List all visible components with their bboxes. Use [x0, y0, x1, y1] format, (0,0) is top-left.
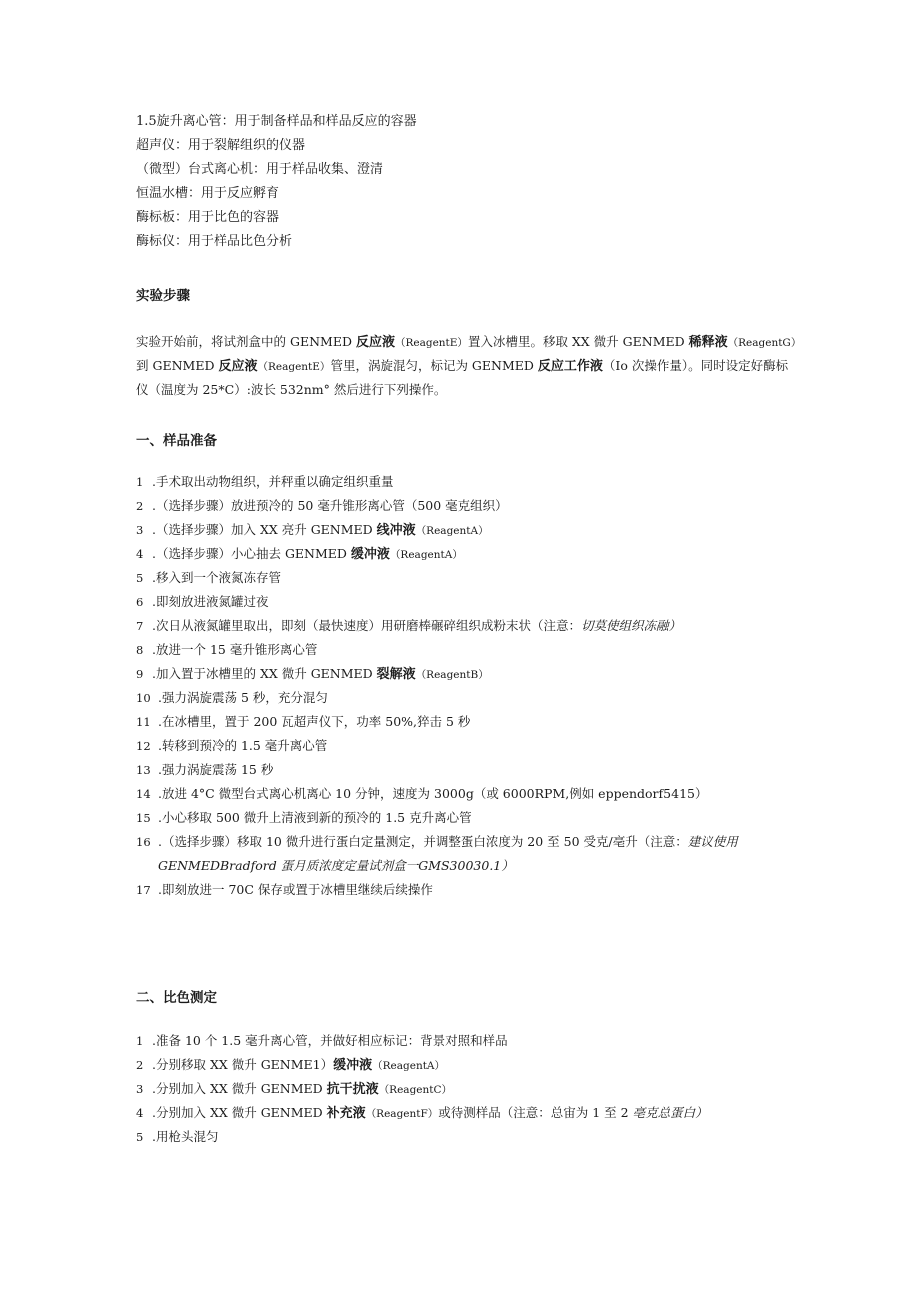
step-item — [136, 1077, 796, 1101]
step-number: 11 — [136, 715, 151, 729]
reagent-name: 线冲液 — [376, 523, 416, 538]
equipment-list — [136, 112, 417, 256]
step-item — [136, 494, 796, 518]
step-item — [136, 1029, 796, 1053]
step-item — [136, 566, 796, 590]
section2-steps — [136, 1029, 796, 1149]
intro-text: 实验开始前，将试剂盒中的 GENMED — [136, 334, 356, 349]
step-body: .即刻放进一 70C 保存或置于冰槽里继续后续操作 — [158, 882, 433, 897]
step-number: 5 — [136, 571, 144, 585]
step-text — [152, 542, 463, 567]
equipment-item: 1.5旋升离心管：用于制备样品和样品反应的容器 — [136, 114, 417, 129]
reagent-name: 补充液 — [326, 1106, 366, 1121]
step-text — [152, 518, 489, 543]
step-number: 16 — [136, 835, 151, 849]
step-text — [158, 758, 273, 782]
step-body: .次日从液氮罐里取出，即刻（最快速度）用研磨棒碾碎组织成粉末状（注意： — [152, 618, 581, 633]
step-number: 5 — [136, 1130, 144, 1144]
step-body: .（选择步骤）放进预冷的 50 毫升锥形离心管（500 毫克组织） — [152, 498, 508, 513]
step-body: .转移到预冷的 1.5 毫升离心管 — [158, 738, 328, 753]
step-item — [136, 1053, 796, 1077]
section2-heading: 二、比色测定 — [136, 990, 217, 1006]
step-item — [136, 518, 796, 542]
intro-line — [136, 354, 789, 378]
step-text — [152, 1053, 445, 1078]
step-item — [136, 542, 796, 566]
step-text — [152, 590, 268, 614]
step-item — [136, 614, 796, 638]
step-item — [136, 806, 796, 830]
step-number: 17 — [136, 883, 151, 897]
step-item — [136, 1125, 796, 1149]
step-body: .准备 10 个 1.5 毫升离心管，并做好相应标记：背景对照和样品 — [152, 1033, 508, 1048]
step-item — [136, 590, 796, 614]
step-text — [152, 1077, 452, 1102]
intro-text: （Io 次操作量）。同时设定好酶标 — [602, 358, 789, 373]
step-number: 4 — [136, 1106, 144, 1120]
step-body: .（选择步骤）加入 XX 亮升 GENMED — [152, 522, 377, 537]
reagent-code: （ReagentA） — [372, 1060, 446, 1072]
step-text — [158, 878, 433, 902]
step-number: 13 — [136, 763, 151, 777]
step-item — [136, 734, 796, 758]
reagent-code: （ReagentA） — [389, 549, 463, 561]
reagent-code: （ReagentE） — [394, 337, 468, 349]
step-body: .强力涡旋震荡 15 秒 — [158, 762, 274, 777]
step-text — [152, 662, 489, 687]
procedure-heading: 实验步骤 — [136, 288, 190, 304]
step-text — [152, 1029, 508, 1053]
reagent-code: （ReagentG） — [727, 337, 802, 349]
step-body: .分别移取 XX 微升 GENME1） — [152, 1057, 334, 1072]
reagent-name: 缓冲液 — [350, 547, 390, 562]
intro-line — [136, 330, 802, 354]
reagent-code: （ReagentE） — [257, 361, 331, 373]
step-text — [152, 566, 281, 590]
step-item — [136, 830, 796, 878]
step-body: .放进一个 15 毫升锥形离心管 — [152, 642, 318, 657]
step-item — [136, 638, 796, 662]
reagent-code: （ReagentF） — [365, 1108, 439, 1120]
step-item — [136, 758, 796, 782]
step-number: 14 — [136, 787, 151, 801]
reagent-name: 反应液 — [355, 335, 395, 350]
step-number: 12 — [136, 739, 151, 753]
procedure-intro — [136, 330, 802, 402]
step-number: 2 — [136, 1058, 144, 1072]
step-text — [158, 710, 470, 734]
step-number: 8 — [136, 643, 144, 657]
step-item — [136, 662, 796, 686]
step-text — [158, 734, 327, 758]
reagent-name: 反应工作液 — [537, 359, 603, 374]
step-number: 2 — [136, 499, 144, 513]
step-text — [158, 782, 707, 806]
step-body: .强力涡旋震荡 5 秒，充分混匀 — [158, 690, 328, 705]
step-text — [152, 1125, 218, 1149]
section1-steps — [136, 470, 796, 902]
step-body: .（选择步骤）移取 10 微升进行蛋白定量测定，并调整蛋白浓度为 20 至 50 受克/亳升（注意： — [158, 834, 688, 849]
reagent-code: （ReagentC） — [378, 1084, 453, 1096]
step-text — [152, 638, 317, 662]
step-item — [136, 782, 796, 806]
step-number: 4 — [136, 547, 144, 561]
step-number: 9 — [136, 667, 144, 681]
step-item — [136, 470, 796, 494]
equipment-item: 超声仪：用于裂解组织的仪器 — [136, 138, 306, 153]
reagent-name: 反应液 — [218, 359, 258, 374]
equipment-item: 酶标板：用于比色的容器 — [136, 210, 280, 225]
step-number: 3 — [136, 1082, 144, 1096]
step-body: .手术取出动物组织，并秤重以确定组织重量 — [152, 474, 394, 489]
step-item — [136, 878, 796, 902]
equipment-item: 酶标仪：用于样品比色分析 — [136, 234, 293, 249]
step-text — [152, 1101, 708, 1126]
step-item — [136, 686, 796, 710]
step-number: 1 — [136, 475, 144, 489]
step-body: 或待测样品（注意：总宙为 1 至 2 — [438, 1105, 633, 1120]
equipment-item: 恒温水槽：用于反应孵育 — [136, 186, 280, 201]
intro-text: 管里，涡旋混匀，标记为 GENMED — [330, 358, 538, 373]
reagent-code: （ReagentA） — [415, 525, 489, 537]
note-text: 建议使用 GENMEDBradford 蛋月质浓度定量试剂盒一GMS30030.1） — [158, 834, 738, 873]
intro-text: 置入冰槽里。移取 XX 微升 GENMED — [467, 334, 689, 349]
step-number: 3 — [136, 523, 144, 537]
intro-line: 仪（温度为 25*C）:波长 532nm° 然后进行下列操作。 — [136, 382, 447, 397]
step-number: 15 — [136, 811, 151, 825]
reagent-name: 抗干扰液 — [326, 1082, 379, 1097]
step-body: .在冰槽里，置于 200 瓦超声仪下，功率 50%,猝击 5 秒 — [158, 714, 471, 729]
section1-heading: 一、样品准备 — [136, 433, 217, 449]
step-number: 10 — [136, 691, 151, 705]
note-text: 切莫使组织冻融） — [580, 618, 681, 633]
step-text — [152, 614, 681, 638]
step-number: 1 — [136, 1034, 144, 1048]
step-body: .分别加入 XX 微升 GENMED — [152, 1105, 327, 1120]
step-item — [136, 1101, 796, 1125]
step-text — [158, 686, 328, 710]
step-text — [158, 830, 783, 878]
note-text: 亳克总蛋白） — [632, 1105, 708, 1120]
step-body: .移入到一个液氮冻存管 — [152, 570, 281, 585]
step-number: 6 — [136, 595, 144, 609]
step-body: .加入置于冰槽里的 XX 微升 GENMED — [152, 666, 377, 681]
step-text — [158, 806, 472, 830]
step-text — [152, 494, 508, 518]
equipment-item: （微型）台式离心机：用于样品收集、澄清 — [136, 162, 384, 177]
step-number: 7 — [136, 619, 144, 633]
step-body: .（选择步骤）小心抽去 GENMED — [152, 546, 351, 561]
reagent-name: 稀释液 — [688, 335, 728, 350]
step-text — [152, 470, 393, 494]
step-body: .小心移取 500 微升上清液到新的预冷的 1.5 克升离心管 — [158, 810, 472, 825]
intro-text: 到 GENMED — [136, 358, 219, 373]
step-body: .用枪头混匀 — [152, 1129, 219, 1144]
reagent-name: 缓冲液 — [333, 1058, 373, 1073]
step-item — [136, 710, 796, 734]
reagent-name: 裂解液 — [376, 667, 416, 682]
reagent-code: （ReagentB） — [415, 669, 489, 681]
step-body: .放进 4°C 微型台式离心机离心 10 分钟，速度为 3000g（或 6000RPM,例如 eppendorf5415） — [158, 786, 708, 801]
step-body: .即刻放进液氮罐过夜 — [152, 594, 269, 609]
step-body: .分别加入 XX 微升 GENMED — [152, 1081, 327, 1096]
